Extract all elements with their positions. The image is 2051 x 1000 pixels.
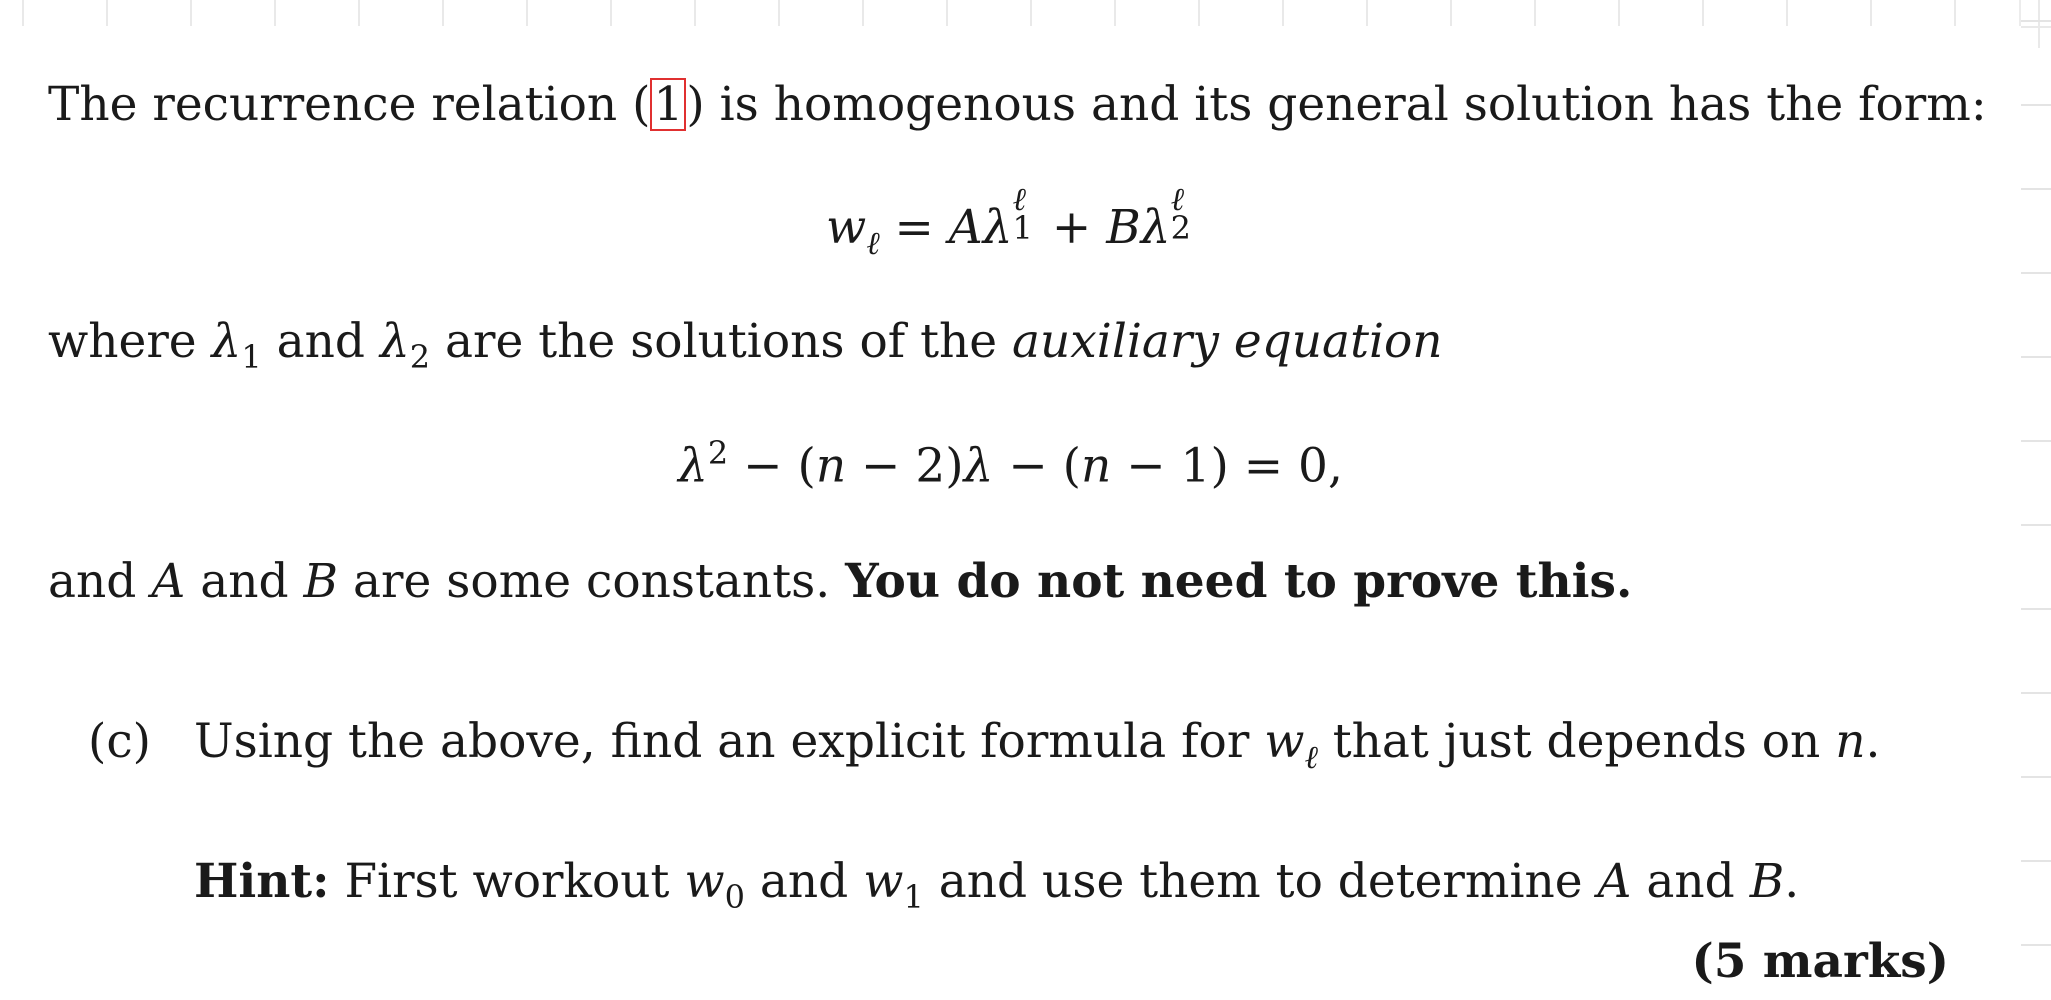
general-solution-equation: $w_\ell = A\lambda$ ℓ 1 + Bλ ℓ 2 xyxy=(825,179,1191,263)
question-c-label: (c) xyxy=(88,714,151,769)
auxiliary-sentence: where $\lambda_1$ and $\lambda_2$ are the solutions of the auxiliary equation xyxy=(48,314,1443,377)
intro-sentence: The recurrence relation (1) is homogenous and its general solution has the form: xyxy=(48,77,1987,132)
hint-line: Hint: First workout $w_0$ and $w_1$ and use them to determine A and B. xyxy=(194,854,1800,917)
marks-label: (5 marks) xyxy=(1691,934,1949,989)
background-grid-right xyxy=(2019,0,2051,1000)
constants-sentence: and A and B are some constants. You do not need to prove this. xyxy=(48,554,1633,609)
hint-label: Hint: xyxy=(194,854,330,909)
equation-reference-link[interactable]: 1 xyxy=(650,78,686,131)
document-page xyxy=(0,26,2021,1000)
question-c-text: Using the above, find an explicit formula for $w_\ell$ that just depends on n. xyxy=(194,714,1881,777)
auxiliary-equation: $\lambda^2 - (n - 2)\lambda - (n - 1) = 0$, xyxy=(678,434,1343,494)
